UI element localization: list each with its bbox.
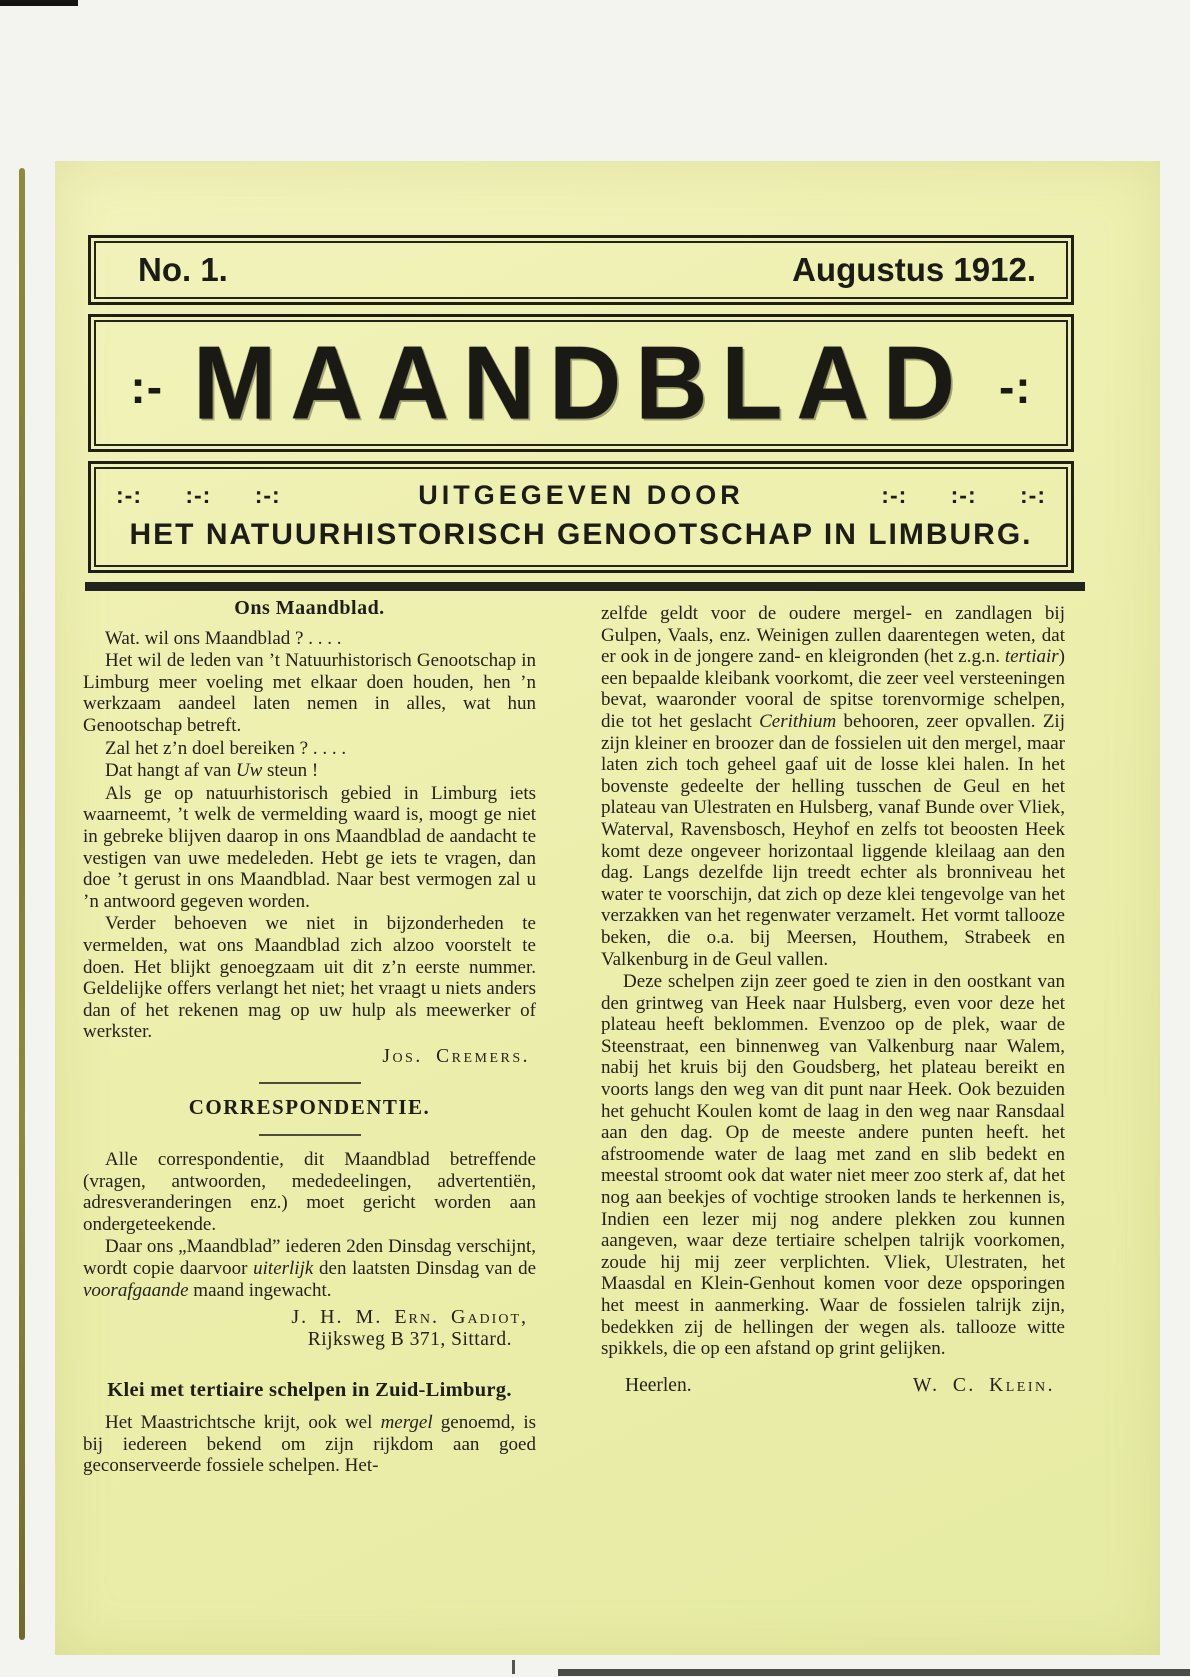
paragraph: Deze schelpen zijn zeer goed te zien in den oostkant van den grintweg van Heek naar Hulsberg, even voor deze het plateau heeft beklommen. Evenzoo op de plek, waar de Steenstraat, een binnenweg van Valkenburg naar Walem, nabij het kruis bij den Goudsberg, het plateau bereikt en voorts langs den weg van dit punt naar Heek. Ook bezuiden het gehucht Koulen komt de laag in den weg naar Ransdaal aan den dag. Op de meeste andere punten heeft. het afstroomende water de laag met zand en slib bedekt en meestal stroomt ook dat water niet meer zoo sterk af, dat het nog aan beekjes of vochtige strooken lands te herkennen is, Indien een lezer mij nog andere plekken zou kunnen aangeven, waar deze tertiaire schelpen talrijk voorkomen, zoude hij mij zeer verplichten. Vliek, Ulestraten, het Maasdal en Klein-Genhout komen voor deze opsporingen het meest in aanmerking. Waar de fossielen talrijk zijn, bedekken zij de hellingen der wegen als. tallooze witte spikkels, die op een afstand op grint gelijken.: [601, 971, 1065, 1360]
footer-place: Heerlen.: [625, 1374, 692, 1396]
article2-signature: [83, 1307, 536, 1350]
publisher-inner: [94, 467, 1068, 567]
divider: [259, 1134, 361, 1136]
publisher-line1: [116, 480, 1046, 511]
paragraph: Het wil de leden van ’t Natuurhistorisch Genootschap in Limburg meer voeling met elkaar doen houden, hen ’n werkzaam aandeel laten nemen in alles, wat hun Genootschap betreft.: [83, 650, 536, 736]
footer-author: W. C. Klein.: [913, 1374, 1055, 1396]
paragraph: zelfde geldt voor de oudere mergel- en zandlagen bij Gulpen, Vaals, enz. Weinigen zullen daarentegen weten, dat er ook in de jongere zand- en kleigronden (het z.g.n. tertiair) een bepaalde kleibank voorkomt, die zeer veel versteeningen bevat, waaronder vooral de spitse torenvormige schelpen, die tot het geslacht Cerithium behooren, zeer opvallen. Zij zijn kleiner en broozer dan de fossielen uit den mergel, maar laten zich toch geheel gaaf uit de losse klei halen. In het bovenste gedeelte der helling tusschen de Geul en het plateau van Ulestraten en Hulsberg, vanaf Bunde over Vliek, Waterval, Ravensbosch, Heyhof en zelfs tot beoosten Heek komt deze ongeveer horizontaal liggende kleilaag aan den dag. Langs dezelfde lijn treedt echter als bronniveau het water te voorschijn, dat zich op deze klei tengevolge van het verzakken van het regenwater verzamelt. Het vormt tallooze beken, die o.a. bij Meersen, Houthem, Strabeek en Valkenburg in de Geul vallen.: [601, 603, 1065, 970]
publisher-issued-by: UITGEGEVEN DOOR: [418, 480, 744, 510]
publisher-box: [88, 461, 1074, 573]
publisher-name: HET NATUURHISTORISCH GENOOTSCHAP IN LIMBURG.: [129, 518, 1033, 551]
scan-bottom-tick: [512, 1660, 515, 1674]
issue-number: No. 1.: [138, 251, 228, 288]
magazine-page: [55, 161, 1160, 1655]
paragraph: Het Maastrichtsche krijt, ook wel mergel genoemd, is bij iedereen bekend om zijn rijkdom aan goed geconserveerde fossiele schelpen. Het-: [83, 1412, 536, 1477]
issue-date-box: [88, 235, 1074, 305]
issue-date: Augustus 1912.: [792, 251, 1036, 288]
article1-heading: Ons Maandblad.: [234, 597, 385, 619]
article2-heading: CORRESPONDENTIE.: [188, 1095, 431, 1120]
signature-name: J. H. M. Ern. Gadiot,: [291, 1306, 528, 1329]
left-column: [83, 598, 536, 1477]
paragraph: Wat. wil ons Maandblad ? . . . .: [105, 627, 342, 649]
adjacent-page-edge: [19, 168, 25, 1640]
paragraph: Alle correspondentie, dit Maandblad betreffende (vragen, antwoorden, mededeelingen, advertentiën, adresveranderingen enz.) moet gericht worden aan ondergeteekende.: [83, 1149, 536, 1235]
paragraph: Zal het z’n doel bereiken ? . . . .: [105, 737, 347, 759]
issue-date-row: [94, 241, 1068, 299]
article-footer: [601, 1375, 1065, 1397]
title-row: [94, 320, 1068, 446]
paragraph: Verder behoeven we niet in bijzonderheden te vermelden, wat ons Maandblad zich alzoo voorstelt te doen. Het blijkt genoegzaam uit dit z’n eerste nummer. Geldelijke offers verlangt het niet; het vraagt u niets anders dan of het rekenen mag op uw hulp als meewerker of werkster.: [83, 913, 536, 1043]
scan-bottom-bar: [558, 1669, 1190, 1676]
masthead: [88, 235, 1074, 591]
publisher-ornament-right: :-: :-: :-:: [881, 482, 1046, 508]
signature-address: Rijksweg B 371, Sittard.: [307, 1328, 512, 1350]
scan-corner-mark: [0, 0, 78, 6]
divider: [259, 1082, 361, 1084]
publisher-ornament-left: :-: :-: :-:: [116, 482, 281, 508]
paragraph: Daar ons „Maandblad” iederen 2den Dinsdag verschijnt, wordt copie daarvoor uiterlijk den laatsten Dinsdag van de voorafgaande maand ingewacht.: [83, 1236, 537, 1301]
right-column: [601, 603, 1065, 1396]
paragraph: Als ge op natuurhistorisch gebied in Limburg iets waarneemt, ’t welk de vermelding waard is, moogt ge niet in gebreke blijven daarop in ons Maandblad de aandacht te vestigen van uwe medeleden. Hebt ge iets te vragen, dan doe ’t gerust in ons Maandblad. Naar best vermogen zal u ’n antwoord gegeven worden.: [83, 782, 536, 912]
page-title: MAANDBLAD: [193, 324, 969, 442]
title-ornament-left: :-: [130, 361, 164, 413]
masthead-bottom-bar: [85, 582, 1085, 591]
paragraph: Dat hangt af van Uw steun !: [105, 760, 319, 782]
article3-heading: Klei met tertiaire schelpen in Zuid-Limburg.: [107, 1379, 512, 1402]
title-box: [88, 314, 1074, 452]
title-ornament-right: -:: [998, 361, 1032, 413]
article1-signature: Jos. Cremers.: [382, 1045, 530, 1067]
